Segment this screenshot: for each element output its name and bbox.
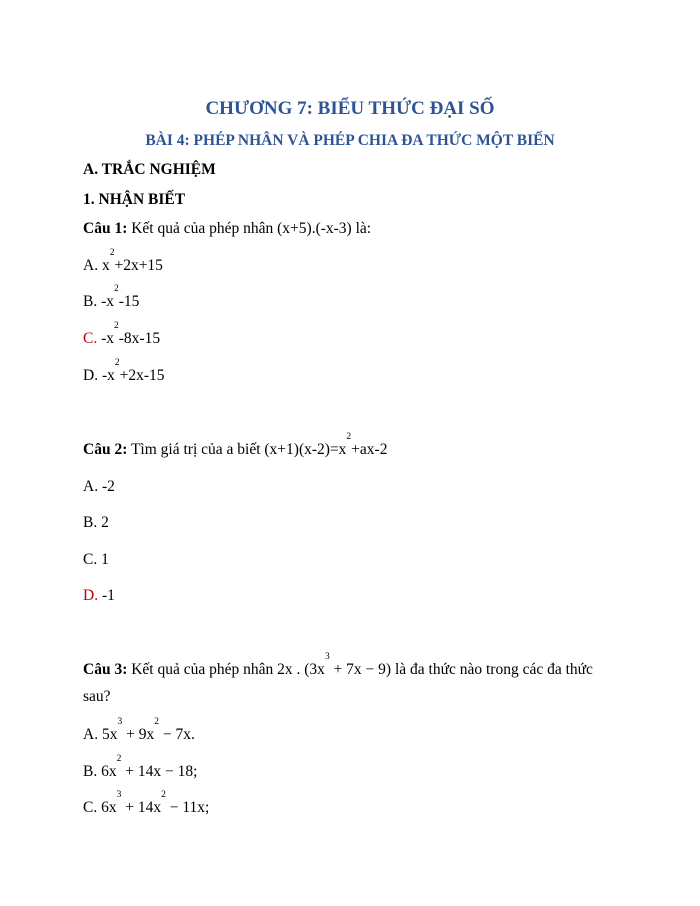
q2-option-b: B. 2 xyxy=(83,514,109,531)
option-letter: C. xyxy=(83,551,98,568)
question-2: Câu 2: Tìm giá trị của a biết $(x+1)(x-2)=x^2+ax-2$ xyxy=(83,432,388,458)
option-letter: C. xyxy=(83,799,98,816)
question-text: Kết quả của phép nhân (x+5).(-x-3) là: xyxy=(127,220,372,237)
chapter-title: CHƯƠNG 7: BIỂU THỨC ĐẠI SỐ xyxy=(205,98,495,119)
question-3: Câu 3: Kết quả của phép nhân 2x . $(3x^3 + 7x - 9)$ là đa thức nào trong các đa thức xyxy=(83,652,593,678)
option-letter: B. xyxy=(83,514,98,531)
option-letter-correct: C. xyxy=(83,330,98,347)
section-heading-a: A. TRẮC NGHIỆM xyxy=(83,161,216,178)
option-letter: A. xyxy=(83,726,99,743)
q3-option-a: A. $5x^3 + 9x^2 - 7x$. xyxy=(83,717,195,743)
option-letter: B. xyxy=(83,293,98,310)
question-3-line-2: sau? xyxy=(83,688,111,705)
q3-option-b: B. $6x^2 + 14x - 18$; xyxy=(83,754,198,780)
q2-option-d: D. -1 xyxy=(83,587,115,604)
option-letter: D. xyxy=(83,367,99,384)
q3-option-c: C. $6x^3 + 14x^2 - 11x$; xyxy=(83,790,210,816)
option-letter: A. xyxy=(83,478,99,495)
question-1 xyxy=(83,219,371,239)
q1-option-a: A. $x^2+2x+15$ xyxy=(83,248,163,274)
option-letter: A. xyxy=(83,257,99,274)
section-heading-1: 1. NHẬN BIẾT xyxy=(83,191,186,208)
q2-option-c: C. 1 xyxy=(83,551,109,568)
question-label: Câu 2: xyxy=(83,441,128,458)
option-letter-correct: D. xyxy=(83,587,99,604)
q2-option-a: A. -2 xyxy=(83,478,115,495)
q1-option-c: C. $-x^2-8x-15$ xyxy=(83,321,161,347)
lesson-title: BÀI 4: PHÉP NHÂN VÀ PHÉP CHIA ĐA THỨC MỘT BIẾN xyxy=(145,132,555,149)
question-label: Câu 3: xyxy=(83,661,128,678)
question-label: Câu 1: xyxy=(83,220,128,237)
q1-option-b: B. $-x^2-15$ xyxy=(83,284,140,310)
q1-option-d: D. $-x^2+2x-15$ xyxy=(83,358,165,384)
option-letter: B. xyxy=(83,763,98,780)
